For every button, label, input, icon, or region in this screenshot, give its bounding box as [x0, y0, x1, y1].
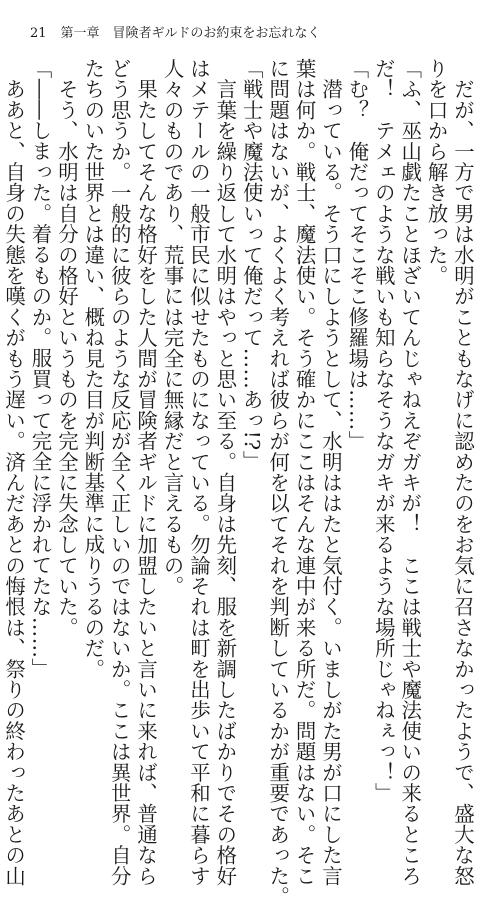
text-line: 「戦士や魔法使いって俺だって……あっ!?」	[239, 58, 264, 472]
text-line: りを口から解き放った。	[424, 58, 449, 286]
text-line: そう、水明は自分の格好というものを完全に失念していた。	[54, 58, 79, 638]
text-line: 「――しまった。着るものか。服買って完全に浮かれてたな……」	[28, 58, 53, 679]
text-line: 「ふ、巫山戯たことほざいてんじゃねえぞガキが！ ここは戦士や魔法使いの来るところ	[398, 58, 423, 886]
running-header	[30, 26, 320, 42]
vertical-body-text	[2, 58, 476, 907]
text-line: どう思うか。一般的に彼らのような反応が全く正しいのではないか。ここは異世界。自分	[107, 58, 132, 886]
text-line: だが、一方で男は水明がこともなげに認めたのをお気に召さなかったようで、盛大な怒	[451, 58, 475, 886]
text-line: 葉は何か。戦士、魔法使い。そう確かにここはそんな連中が来る所だ。問題はない。そこ	[292, 58, 317, 886]
text-line: 「む？ 俺だってそこそこ修羅場は……」	[345, 58, 370, 452]
text-line: ああと、自身の失態を嘆くがもう遅い。済んだあとの悔恨は、祭りの終わったあとの山	[2, 58, 27, 886]
text-line: たちのいた世界とは違い、概ね見た目が判断基準に成りうるのだ。	[81, 58, 106, 679]
text-line: 人々のものであり、荒事には完全に無縁だと言えるもの。	[160, 58, 185, 597]
page-number: 21	[30, 26, 47, 41]
chapter-title: 第一章 冒険者ギルドのお約束をお忘れなく	[60, 26, 321, 41]
text-line: 言葉を繰り返して水明はやっと思い至る。自身は先刻、服を新調したばかりでその格好	[213, 58, 238, 886]
text-line: はメテールの一般市民に似せたものになっている。勿論それは町を出歩いて平和に暮らす	[186, 58, 211, 886]
text-line: 潜っている。そう口にしようとして、水明ははたと気付く。いましがた男が口にした言	[318, 58, 343, 886]
text-line: 果たしてそんな格好をした人間が冒険者ギルドに加盟したいと言いに来れば、普通なら	[134, 58, 159, 886]
text-line: だ！ テメェのような戦いも知らなそうなガキが来るような場所じゃねぇっ！」	[371, 58, 396, 804]
text-line: に問題はないが、よくよく考えれば彼らが何を以てそれを判断しているかが重要であった。	[266, 58, 291, 907]
